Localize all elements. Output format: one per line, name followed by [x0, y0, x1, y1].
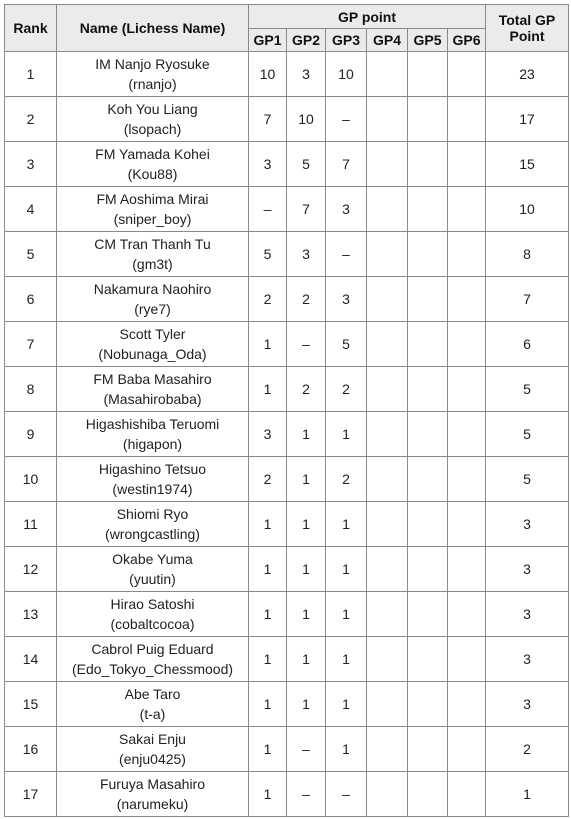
total-cell: 3 — [486, 637, 569, 682]
lichess-name: (Kou88) — [127, 166, 178, 182]
gp3-cell: 2 — [326, 457, 367, 502]
lichess-name: (Nobunaga_Oda) — [98, 346, 207, 362]
gp6-cell — [448, 682, 486, 727]
gp2-cell: 5 — [287, 142, 326, 187]
rank-cell: 5 — [5, 232, 57, 277]
gp3-cell: 7 — [326, 142, 367, 187]
gp6-cell — [448, 322, 486, 367]
table-row — [5, 412, 569, 457]
gp1-cell: 1 — [249, 322, 287, 367]
gp3-cell: 1 — [326, 502, 367, 547]
gp1-cell: 2 — [249, 457, 287, 502]
name-cell — [57, 682, 249, 727]
gp6-header: GP6 — [448, 29, 486, 52]
table-row — [5, 322, 569, 367]
table-row — [5, 142, 569, 187]
table-row — [5, 502, 569, 547]
rank-cell: 2 — [5, 97, 57, 142]
rank-cell: 9 — [5, 412, 57, 457]
gp1-cell: 2 — [249, 277, 287, 322]
gp1-header: GP1 — [249, 29, 287, 52]
gp1-cell: 1 — [249, 682, 287, 727]
name-cell — [57, 277, 249, 322]
rank-header: Rank — [5, 5, 57, 52]
gp3-cell: 1 — [326, 412, 367, 457]
table-row — [5, 592, 569, 637]
gp2-cell: 1 — [287, 547, 326, 592]
table-row — [5, 232, 569, 277]
gp2-cell: 1 — [287, 637, 326, 682]
table-row — [5, 682, 569, 727]
lichess-name: (gm3t) — [132, 256, 173, 272]
gp1-cell: 7 — [249, 97, 287, 142]
name-cell — [57, 772, 249, 817]
gp2-cell: – — [287, 772, 326, 817]
total-cell: 3 — [486, 592, 569, 637]
gp5-cell — [408, 232, 448, 277]
table-header — [5, 5, 569, 52]
player-name: Hirao Satoshi — [110, 596, 195, 612]
player-name: Higashino Tetsuo — [98, 461, 207, 477]
player-name: IM Nanjo Ryosuke — [95, 56, 210, 72]
total-cell: 7 — [486, 277, 569, 322]
gp1-cell: 1 — [249, 637, 287, 682]
lichess-name: (higapon) — [122, 436, 183, 452]
gp2-cell: 3 — [287, 232, 326, 277]
gp1-cell: – — [249, 187, 287, 232]
gp4-cell — [367, 637, 408, 682]
gp6-cell — [448, 232, 486, 277]
lichess-name: (rnanjo) — [128, 76, 177, 92]
gp6-cell — [448, 772, 486, 817]
gp1-cell: 3 — [249, 142, 287, 187]
gp1-cell: 1 — [249, 727, 287, 772]
rank-cell: 16 — [5, 727, 57, 772]
player-name: Furuya Masahiro — [99, 776, 206, 792]
total-cell: 5 — [486, 412, 569, 457]
table-body — [5, 52, 569, 817]
rank-cell: 1 — [5, 52, 57, 97]
gp6-cell — [448, 637, 486, 682]
gp3-cell: 1 — [326, 682, 367, 727]
lichess-name: (narumeku) — [116, 796, 189, 812]
total-cell: 5 — [486, 367, 569, 412]
gp4-cell — [367, 97, 408, 142]
gp4-cell — [367, 727, 408, 772]
name-cell — [57, 322, 249, 367]
rank-cell: 15 — [5, 682, 57, 727]
gp5-cell — [408, 502, 448, 547]
rank-cell: 8 — [5, 367, 57, 412]
player-name: FM Baba Masahiro — [93, 371, 212, 387]
name-cell — [57, 412, 249, 457]
gp3-cell: 3 — [326, 277, 367, 322]
player-name: Okabe Yuma — [112, 551, 193, 567]
gp1-cell: 1 — [249, 592, 287, 637]
gp4-cell — [367, 682, 408, 727]
table-row — [5, 52, 569, 97]
gp5-cell — [408, 412, 448, 457]
table-row — [5, 727, 569, 772]
gp4-cell — [367, 232, 408, 277]
lichess-name: (Edo_Tokyo_Chessmood) — [71, 661, 234, 677]
rank-cell: 17 — [5, 772, 57, 817]
gp2-cell: 1 — [287, 457, 326, 502]
player-name: CM Tran Thanh Tu — [94, 236, 211, 252]
name-cell — [57, 457, 249, 502]
gp2-cell: – — [287, 322, 326, 367]
total-cell: 17 — [486, 97, 569, 142]
gp6-cell — [448, 187, 486, 232]
gp3-cell: 1 — [326, 727, 367, 772]
gp-point-header: GP point — [249, 5, 486, 29]
gp2-cell: 7 — [287, 187, 326, 232]
name-cell — [57, 367, 249, 412]
gp1-cell: 1 — [249, 547, 287, 592]
gp-ranking-table — [4, 4, 569, 817]
gp5-header: GP5 — [408, 29, 448, 52]
name-cell — [57, 232, 249, 277]
player-name: Shiomi Ryo — [116, 506, 189, 522]
rank-cell: 3 — [5, 142, 57, 187]
total-cell: 1 — [486, 772, 569, 817]
player-name: Nakamura Naohiro — [93, 281, 212, 297]
gp5-cell — [408, 367, 448, 412]
rank-cell: 7 — [5, 322, 57, 367]
total-cell: 6 — [486, 322, 569, 367]
gp1-cell: 3 — [249, 412, 287, 457]
lichess-name: (enju0425) — [119, 751, 186, 767]
gp2-cell: 1 — [287, 592, 326, 637]
table-row — [5, 277, 569, 322]
name-cell — [57, 592, 249, 637]
gp2-cell: 2 — [287, 367, 326, 412]
player-name: Sakai Enju — [119, 731, 186, 747]
gp5-cell — [408, 637, 448, 682]
lichess-name: (Masahirobaba) — [103, 391, 202, 407]
gp6-cell — [448, 412, 486, 457]
gp2-cell: 10 — [287, 97, 326, 142]
gp5-cell — [408, 592, 448, 637]
gp2-cell: 3 — [287, 52, 326, 97]
lichess-name: (westin1974) — [112, 481, 193, 497]
name-cell — [57, 727, 249, 772]
total-cell: 10 — [486, 187, 569, 232]
gp4-cell — [367, 367, 408, 412]
lichess-name: (yuutin) — [129, 571, 176, 587]
gp3-cell: 1 — [326, 592, 367, 637]
name-cell — [57, 637, 249, 682]
total-header: Total GP Point — [486, 5, 569, 52]
gp6-cell — [448, 367, 486, 412]
gp3-cell: 3 — [326, 187, 367, 232]
table-row — [5, 187, 569, 232]
gp3-cell: – — [326, 97, 367, 142]
gp5-cell — [408, 727, 448, 772]
gp3-cell: 10 — [326, 52, 367, 97]
name-cell — [57, 142, 249, 187]
gp3-cell: 1 — [326, 547, 367, 592]
gp4-cell — [367, 187, 408, 232]
rank-cell: 13 — [5, 592, 57, 637]
lichess-name: (cobaltcocoa) — [110, 616, 195, 632]
gp3-cell: 2 — [326, 367, 367, 412]
gp4-cell — [367, 52, 408, 97]
gp4-cell — [367, 592, 408, 637]
rank-cell: 4 — [5, 187, 57, 232]
name-cell — [57, 97, 249, 142]
table-row — [5, 637, 569, 682]
total-cell: 3 — [486, 502, 569, 547]
gp3-cell: – — [326, 232, 367, 277]
table-row — [5, 772, 569, 817]
total-cell: 23 — [486, 52, 569, 97]
gp4-cell — [367, 322, 408, 367]
name-cell — [57, 547, 249, 592]
lichess-name: (wrongcastling) — [105, 526, 200, 542]
total-cell: 8 — [486, 232, 569, 277]
gp2-header: GP2 — [287, 29, 326, 52]
total-cell: 2 — [486, 727, 569, 772]
gp6-cell — [448, 727, 486, 772]
table-row — [5, 457, 569, 502]
lichess-name: (t-a) — [139, 706, 166, 722]
table-row — [5, 367, 569, 412]
name-cell — [57, 52, 249, 97]
player-name: Scott Tyler — [119, 326, 186, 342]
gp6-cell — [448, 592, 486, 637]
gp1-cell: 1 — [249, 502, 287, 547]
gp5-cell — [408, 682, 448, 727]
gp2-cell: 2 — [287, 277, 326, 322]
table-row — [5, 97, 569, 142]
gp5-cell — [408, 187, 448, 232]
total-cell: 3 — [486, 682, 569, 727]
gp5-cell — [408, 97, 448, 142]
gp3-header: GP3 — [326, 29, 367, 52]
gp3-cell: 5 — [326, 322, 367, 367]
gp5-cell — [408, 772, 448, 817]
gp6-cell — [448, 52, 486, 97]
gp6-cell — [448, 547, 486, 592]
gp1-cell: 1 — [249, 772, 287, 817]
gp1-cell: 5 — [249, 232, 287, 277]
lichess-name: (rye7) — [134, 301, 171, 317]
gp6-cell — [448, 457, 486, 502]
gp5-cell — [408, 547, 448, 592]
gp6-cell — [448, 277, 486, 322]
name-header: Name (Lichess Name) — [57, 5, 249, 52]
rank-cell: 6 — [5, 277, 57, 322]
gp2-cell: 1 — [287, 412, 326, 457]
gp6-cell — [448, 97, 486, 142]
gp5-cell — [408, 142, 448, 187]
gp5-cell — [408, 52, 448, 97]
gp4-cell — [367, 547, 408, 592]
gp1-cell: 1 — [249, 367, 287, 412]
gp4-cell — [367, 277, 408, 322]
player-name: Koh You Liang — [107, 101, 198, 117]
player-name: Abe Taro — [124, 686, 181, 702]
player-name: Cabrol Puig Eduard — [91, 641, 214, 657]
lichess-name: (sniper_boy) — [113, 211, 192, 227]
total-cell: 5 — [486, 457, 569, 502]
gp5-cell — [408, 277, 448, 322]
name-cell — [57, 502, 249, 547]
gp4-cell — [367, 457, 408, 502]
total-cell: 15 — [486, 142, 569, 187]
gp1-cell: 10 — [249, 52, 287, 97]
rank-cell: 10 — [5, 457, 57, 502]
gp4-cell — [367, 412, 408, 457]
gp4-cell — [367, 772, 408, 817]
lichess-name: (lsopach) — [123, 121, 182, 137]
rank-cell: 12 — [5, 547, 57, 592]
gp6-cell — [448, 142, 486, 187]
player-name: Higashishiba Teruomi — [85, 416, 220, 432]
rank-cell: 11 — [5, 502, 57, 547]
gp5-cell — [408, 457, 448, 502]
player-name: FM Yamada Kohei — [95, 146, 210, 162]
gp2-cell: 1 — [287, 502, 326, 547]
name-cell — [57, 187, 249, 232]
gp2-cell: 1 — [287, 682, 326, 727]
table-row — [5, 547, 569, 592]
gp4-cell — [367, 502, 408, 547]
total-cell: 3 — [486, 547, 569, 592]
rank-cell: 14 — [5, 637, 57, 682]
gp6-cell — [448, 502, 486, 547]
gp4-header: GP4 — [367, 29, 408, 52]
gp2-cell: – — [287, 727, 326, 772]
player-name: FM Aoshima Mirai — [96, 191, 209, 207]
gp3-cell: – — [326, 772, 367, 817]
gp3-cell: 1 — [326, 637, 367, 682]
gp4-cell — [367, 142, 408, 187]
gp5-cell — [408, 322, 448, 367]
